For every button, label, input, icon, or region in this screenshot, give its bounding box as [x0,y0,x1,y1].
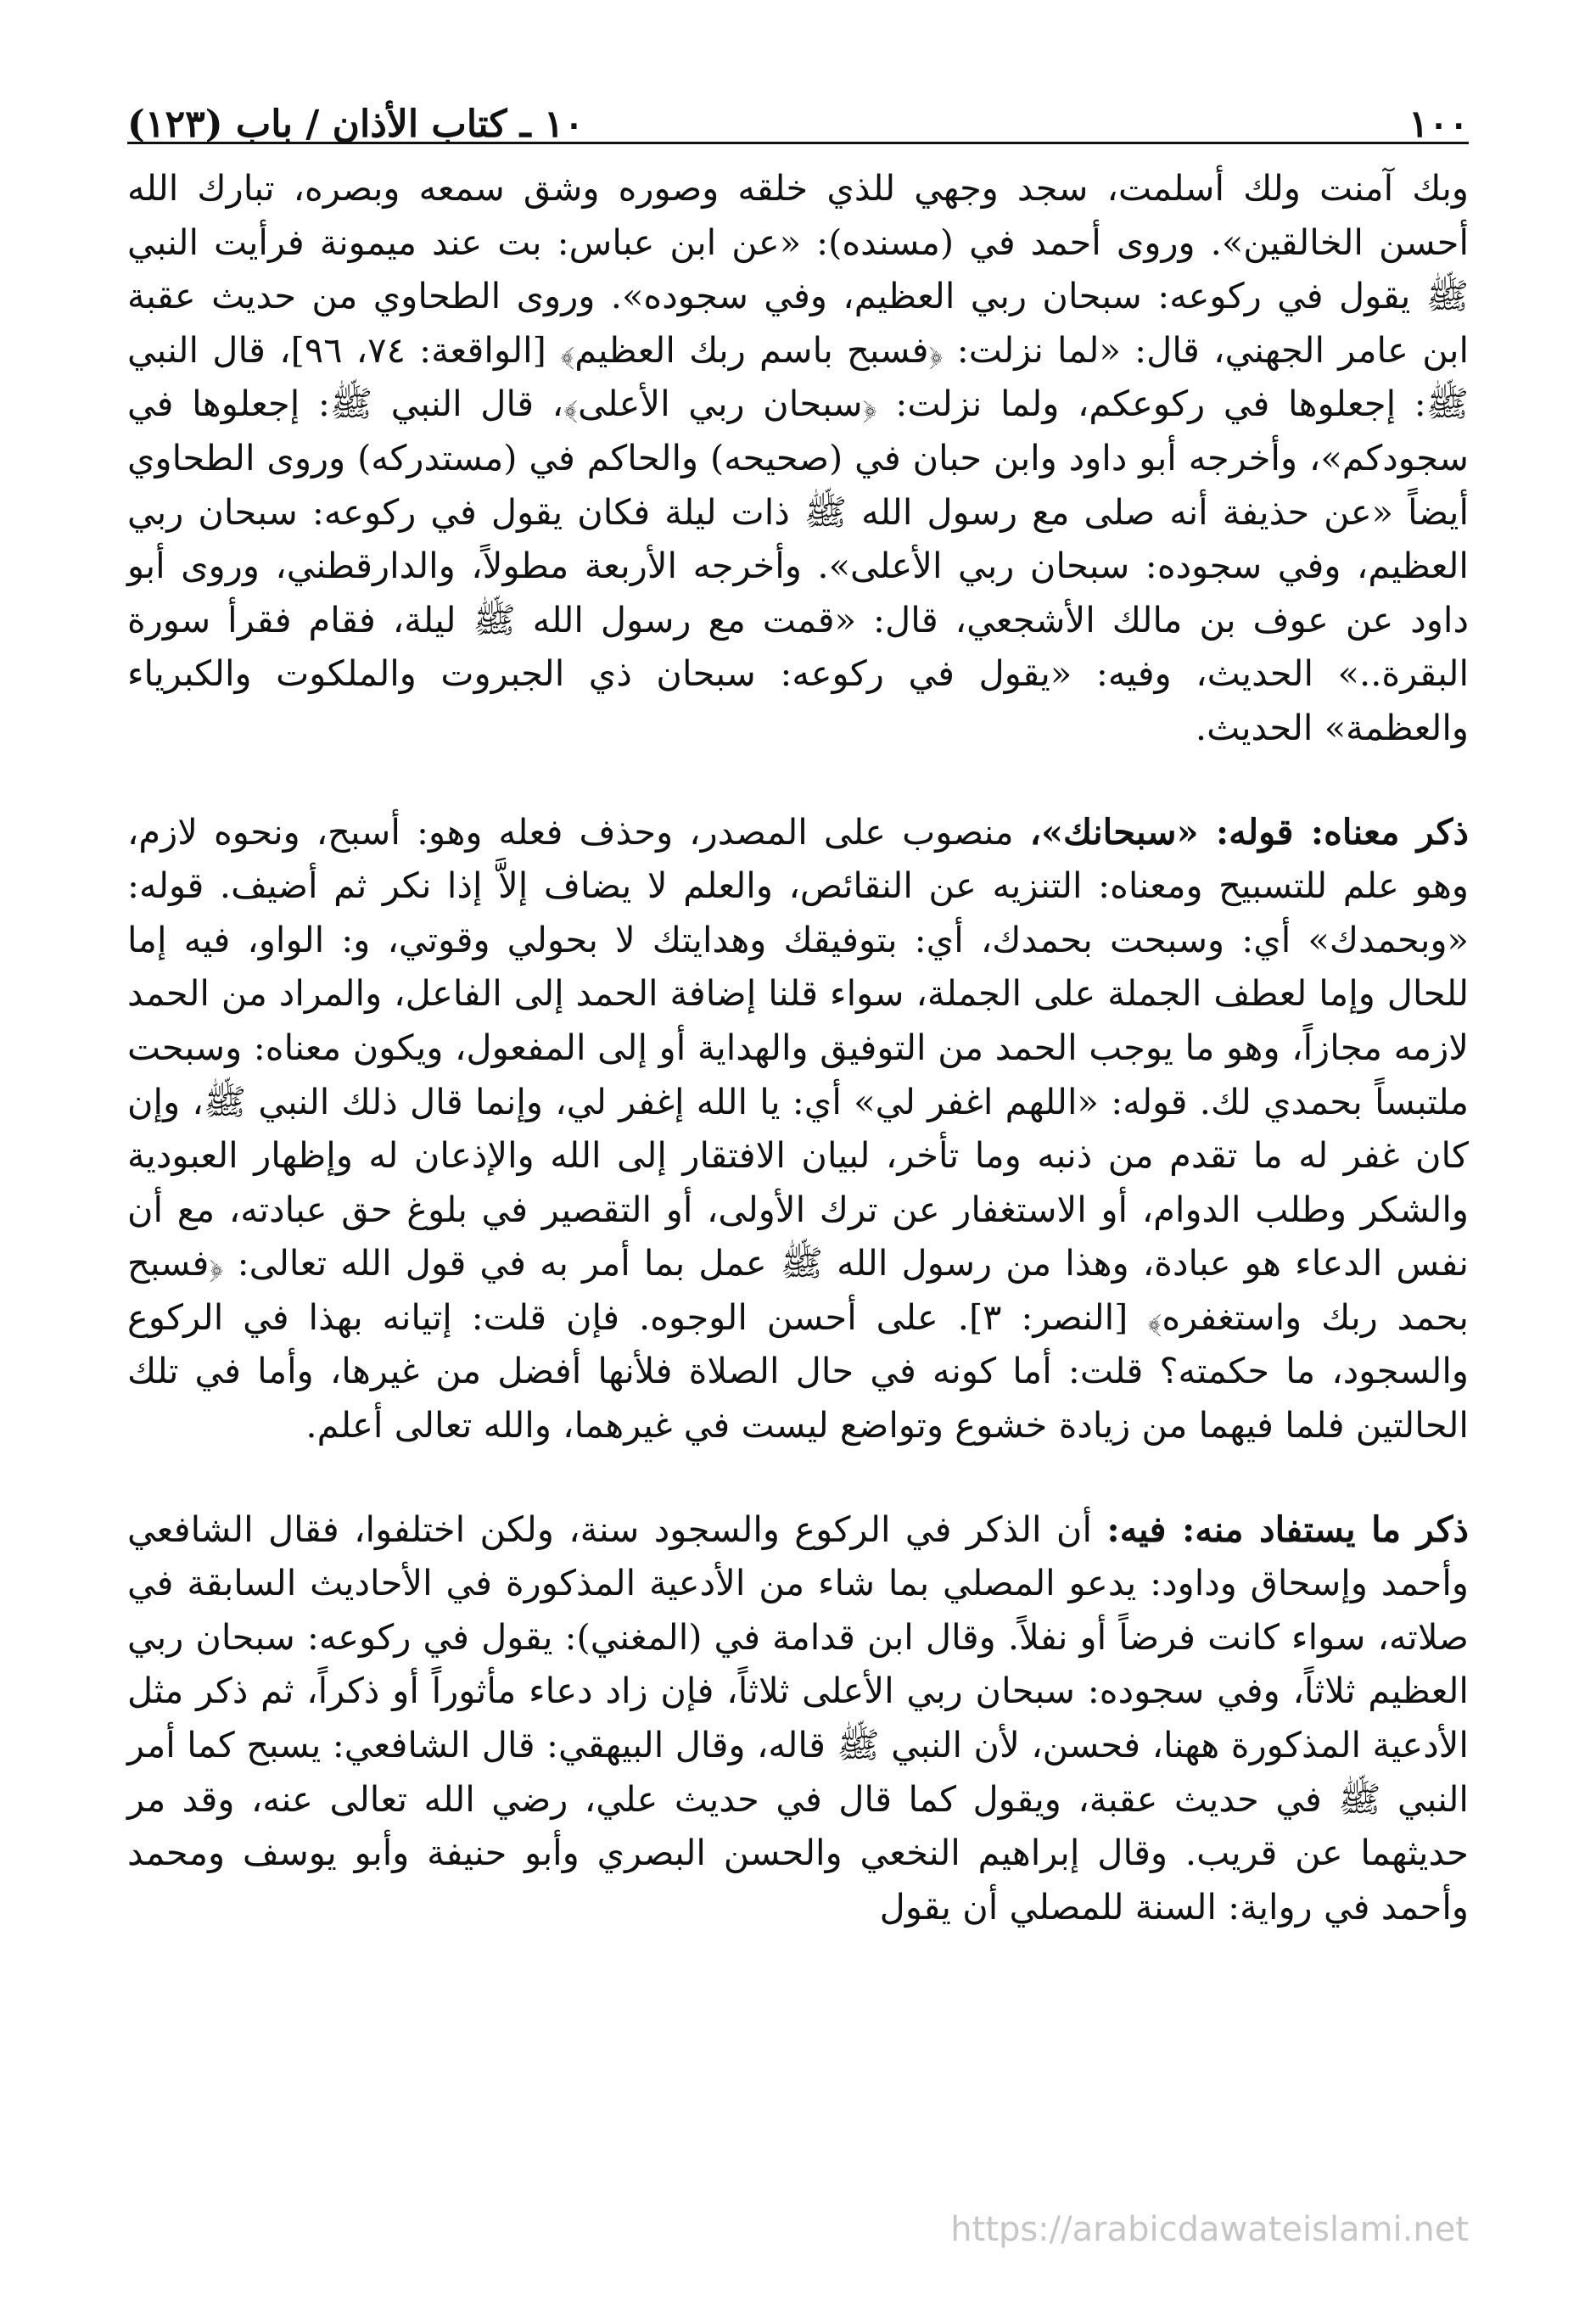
paragraph-meaning [127,805,1469,1452]
paragraph-text: أن الذكر في الركوع والسجود سنة، ولكن اختلفوا، فقال الشافعي وأحمد وإسحاق وداود: يدعو المصلي بما شاء من الأدعية المذكورة في الأحاديث السابقة في صلاته، سواء كانت فرضاً أو نفلاً. وقال ابن قدامة في (المغني): يقول في ركوعه: سبحان ربي العظيم ثلاثاً، وفي سجوده: سبحان ربي الأعلى ثلاثاً، فإن زاد دعاء مأثوراً أو ذكراً، ثم ذكر مثل الأدعية المذكورة ههنا، فحسن، لأن النبي ﷺ قاله، وقال البيهقي: قال الشافعي: يسبح كما أمر النبي ﷺ في حديث عقبة، ويقول كما قال في حديث علي، رضي الله تعالى عنه، وقد مر حديثهما عن قريب. وقال إبراهيم النخعي والحسن البصري وأبو حنيفة وأبو يوسف ومحمد وأحمد في رواية: السنة للمصلي أن يقول [127,1508,1469,1928]
section-heading-benefits: ذكر ما يستفاد منه: فيه: [1106,1508,1469,1550]
paragraph-benefits [127,1503,1469,1934]
running-title: ١٠ ـ كتاب الأذان / باب (١٢٣) [127,103,585,146]
section-heading-meaning: ذكر معناه: قوله: «سبحانك»، [1029,810,1469,853]
header-rule [127,142,1469,144]
watermark-url: https://arabicdawateislami.net [950,2210,1469,2249]
paragraph-hadith-sources [127,161,1469,755]
paragraph-text: منصوب على المصدر، وحذف فعله وهو: أسبح، ونحوه لازم، وهو علم للتسبيح ومعناه: التنزيه عن النقائص، والعلم لا يضاف إلاَّ إذا نكر ثم أضيف. قوله: «وبحمدك» أي: وسبحت بحمدك، أي: بتوفيقك وهدايتك لا بحولي وقوتي، و: الواو، فيه إما للحال وإما لعطف الجملة على الجملة، سواء قلنا إضافة الحمد إلى الفاعل، والمراد من الحمد لازمه مجازاً، وهو ما يوجب الحمد من التوفيق والهداية أو إلى المفعول، ويكون معناه: وسبحت ملتبساً بحمدي لك. قوله: «اللهم اغفر لي» أي: يا الله إغفر لي، وإنما قال ذلك النبي ﷺ، وإن كان غفر له ما تقدم من ذنبه وما تأخر، لبيان الافتقار إلى الله والإذعان له وإظهار العبودية والشكر وطلب الدوام، أو الاستغفار عن ترك الأولى، أو التقصير في بلوغ حق عبادته، مع أن نفس الدعاء هو عبادة، وهذا من رسول الله ﷺ عمل بما أمر به في قول الله تعالى: ﴿فسبح بحمد ربك واستغفره﴾ [النصر: ٣]. على أحسن الوجوه. فإن قلت: إتيانه بهذا في الركوع والسجود، ما حكمته؟ قلت: أما كونه في حال الصلاة فلأنها أفضل من غيرها، وأما في تلك الحالتين فلما فيهما من زيادة خشوع وتواضع ليست في غيرهما، والله تعالى أعلم. [127,810,1469,1447]
page-header [127,78,1469,146]
page-number: ١٠٠ [1408,103,1469,146]
body-text [127,161,1469,1933]
paragraph-text: وبك آمنت ولك أسلمت، سجد وجهي للذي خلقه وصوره وشق سمعه وبصره، تبارك الله أحسن الخالقين». وروى أحمد في (مسنده): «عن ابن عباس: بت عند ميمونة فرأيت النبي ﷺ يقول في ركوعه: سبحان ربي العظيم، وفي سجوده». وروى الطحاوي من حديث عقبة ابن عامر الجهني، قال: «لما نزلت: ﴿فسبح باسم ربك العظيم﴾ [الواقعة: ٧٤، ٩٦]، قال النبي ﷺ: إجعلوها في ركوعكم، ولما نزلت: ﴿سبحان ربي الأعلى﴾، قال النبي ﷺ: إجعلوها في سجودكم»، وأخرجه أبو داود وابن حبان في (صحيحه) والحاكم في (مستدركه) وروى الطحاوي أيضاً «عن حذيفة أنه صلى مع رسول الله ﷺ ذات ليلة فكان يقول في ركوعه: سبحان ربي العظيم، وفي سجوده: سبحان ربي الأعلى». وأخرجه الأربعة مطولاً، والدارقطني، وروى أبو داود عن عوف بن مالك الأشجعي، قال: «قمت مع رسول الله ﷺ ليلة، فقام فقرأ سورة البقرة..» الحديث، وفيه: «يقول في ركوعه: سبحان ذي الجبروت والملكوت والكبرياء والعظمة» الحديث. [127,167,1470,748]
